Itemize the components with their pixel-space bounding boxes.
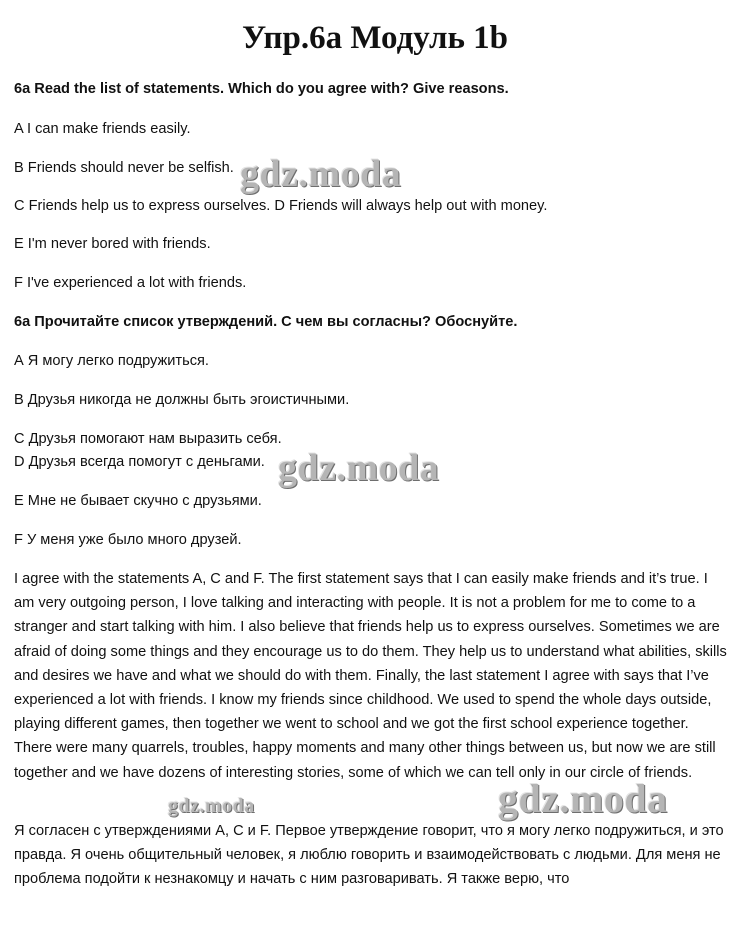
english-task-heading: 6a Read the list of statements. Which do you agree with? Give reasons. xyxy=(14,81,509,97)
statement-f-ru: F У меня уже было много друзей. xyxy=(14,532,242,548)
statement-f-en: F I've experienced a lot with friends. xyxy=(14,275,247,291)
statement-b-ru: В Друзья никогда не должны быть эгоистичными. xyxy=(14,392,350,408)
watermark-logo: gdz.moda xyxy=(498,776,668,821)
watermark-logo: gdz.moda xyxy=(278,447,440,489)
answer-english: I agree with the statements A, C and F. The first statement says that I can easily make friends and it’s true. I am very outgoing person, I love talking and interacting with people. It is not a problem for me to come to a stranger and start talking with him. I also believe that friends help us to express ourselves. Sometimes we are afraid of doing some things and they encourage us to do them. They help us to understand what abilities, skills and desires we have and what we should do with them. Finally, the last statement I agree with says that I’ve experienced a lot with friends. I know my friends since childhood. We used to spend the whole days outside, playing different games, then together we went to school and we got the first school experience together. There were many quarrels, troubles, happy moments and many other things between us, but now we are still together and we have dozens of interesting stories, some of which we can tell only in our circle of friends. xyxy=(14,571,727,781)
watermark-logo: gdz.moda xyxy=(240,153,402,195)
russian-task-heading: 6а Прочитайте список утверждений. С чем вы согласны? Обоснуйте. xyxy=(14,314,518,330)
statement-a-ru: А Я могу легко подружиться. xyxy=(14,353,209,369)
statement-b-en: B Friends should never be selfish. xyxy=(14,160,234,176)
page-title: Упр.6а Модуль 1b xyxy=(241,20,509,56)
statement-d-ru: D Друзья всегда помогут с деньгами. xyxy=(14,454,265,470)
statement-cd-en: C Friends help us to express ourselves. D Friends will always help out with money. xyxy=(14,198,548,214)
statement-a-en: A I can make friends easily. xyxy=(14,121,191,137)
statement-e-ru: Е Мне не бывает скучно с друзьями. xyxy=(14,493,262,509)
statement-c-ru: С Друзья помогают нам выразить себя. xyxy=(14,431,282,447)
answer-russian: Я согласен с утверждениями А, С и F. Первое утверждение говорит, что я могу легко подружиться, и это правда. Я очень общительный человек, я люблю говорить и взаимодействовать с людьми. Для меня не проблема подойти к незнакомцу и начать с ним разговаривать. Я также верю, что xyxy=(14,823,724,888)
statement-e-en: E I'm never bored with friends. xyxy=(14,236,211,252)
watermark-logo: gdz.moda xyxy=(168,795,255,817)
